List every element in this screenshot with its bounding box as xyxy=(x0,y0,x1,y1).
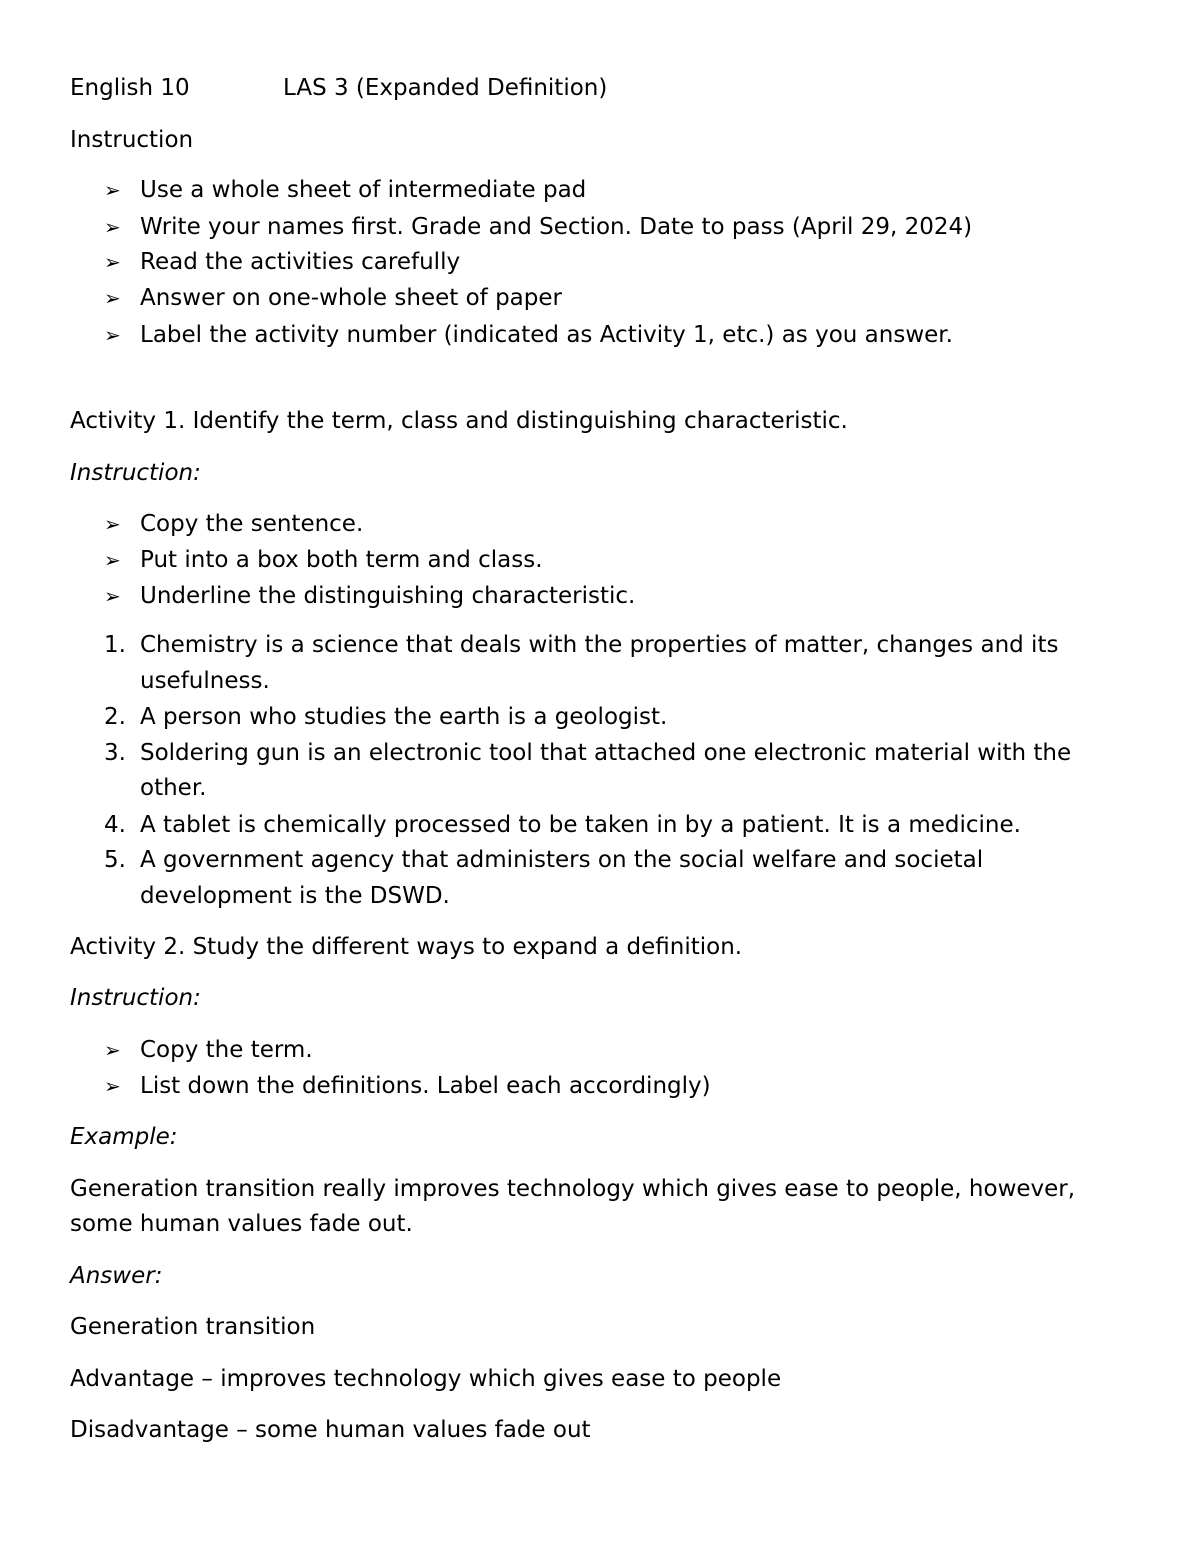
arrowhead-bullet-icon: ➢ xyxy=(104,178,121,202)
arrowhead-bullet-icon: ➢ xyxy=(104,584,121,608)
answer-advantage: Advantage – improves technology which gives ease to people xyxy=(70,1366,782,1392)
numbered-item: 5. A government agency that administers on the social welfare and societal xyxy=(104,847,984,873)
numbered-item-continuation: development is the DSWD. xyxy=(140,883,450,909)
arrowhead-bullet-icon: ➢ xyxy=(104,215,121,239)
instruction-heading: Instruction xyxy=(70,127,194,153)
numbered-item: 4. A tablet is chemically processed to be taken in by a patient. It is a medicine. xyxy=(104,812,1021,838)
arrowhead-bullet-icon: ➢ xyxy=(104,1038,121,1062)
numbered-item: 3. Soldering gun is an electronic tool that attached one electronic material with the xyxy=(104,740,1072,766)
list-item: ➢ Put into a box both term and class. xyxy=(104,543,543,578)
arrowhead-bullet-icon: ➢ xyxy=(104,512,121,536)
arrowhead-bullet-icon: ➢ xyxy=(104,548,121,572)
example-text-line1: Generation transition really improves technology which gives ease to people, however, xyxy=(70,1176,1076,1202)
list-item: ➢ Use a whole sheet of intermediate pad xyxy=(104,173,586,208)
answer-label: Answer: xyxy=(70,1263,163,1289)
list-item: ➢ Answer on one-whole sheet of paper xyxy=(104,281,562,316)
numbered-item-continuation: other. xyxy=(140,775,207,801)
arrowhead-bullet-icon: ➢ xyxy=(104,1074,121,1098)
list-item: ➢ Label the activity number (indicated as Activity 1, etc.) as you answer. xyxy=(104,318,953,353)
arrowhead-bullet-icon: ➢ xyxy=(104,286,121,310)
course-label: English 10 xyxy=(70,75,190,101)
activity2-heading: Activity 2. Study the different ways to expand a definition. xyxy=(70,934,743,960)
arrowhead-bullet-icon: ➢ xyxy=(104,250,121,274)
arrowhead-bullet-icon: ➢ xyxy=(104,323,121,347)
list-item: ➢ Read the activities carefully xyxy=(104,245,460,280)
example-label: Example: xyxy=(70,1124,178,1150)
activity1-heading: Activity 1. Identify the term, class and distinguishing characteristic. xyxy=(70,408,848,434)
list-item: ➢ Underline the distinguishing characteristic. xyxy=(104,579,635,614)
activity2-instruction-label: Instruction: xyxy=(70,985,201,1011)
list-item: ➢ List down the definitions. Label each accordingly) xyxy=(104,1069,711,1104)
answer-disadvantage: Disadvantage – some human values fade out xyxy=(70,1417,591,1443)
example-text-line2: some human values fade out. xyxy=(70,1211,413,1237)
numbered-item: 2. A person who studies the earth is a geologist. xyxy=(104,704,668,730)
answer-term: Generation transition xyxy=(70,1314,316,1340)
numbered-item-continuation: usefulness. xyxy=(140,668,270,694)
activity1-instruction-label: Instruction: xyxy=(70,460,201,486)
document-title: LAS 3 (Expanded Definition) xyxy=(283,75,608,101)
list-item: ➢ Copy the term. xyxy=(104,1033,313,1068)
list-item: ➢ Copy the sentence. xyxy=(104,507,363,542)
list-item: ➢ Write your names first. Grade and Section. Date to pass (April 29, 2024) xyxy=(104,210,972,245)
numbered-item: 1. Chemistry is a science that deals with the properties of matter, changes and its xyxy=(104,632,1059,658)
